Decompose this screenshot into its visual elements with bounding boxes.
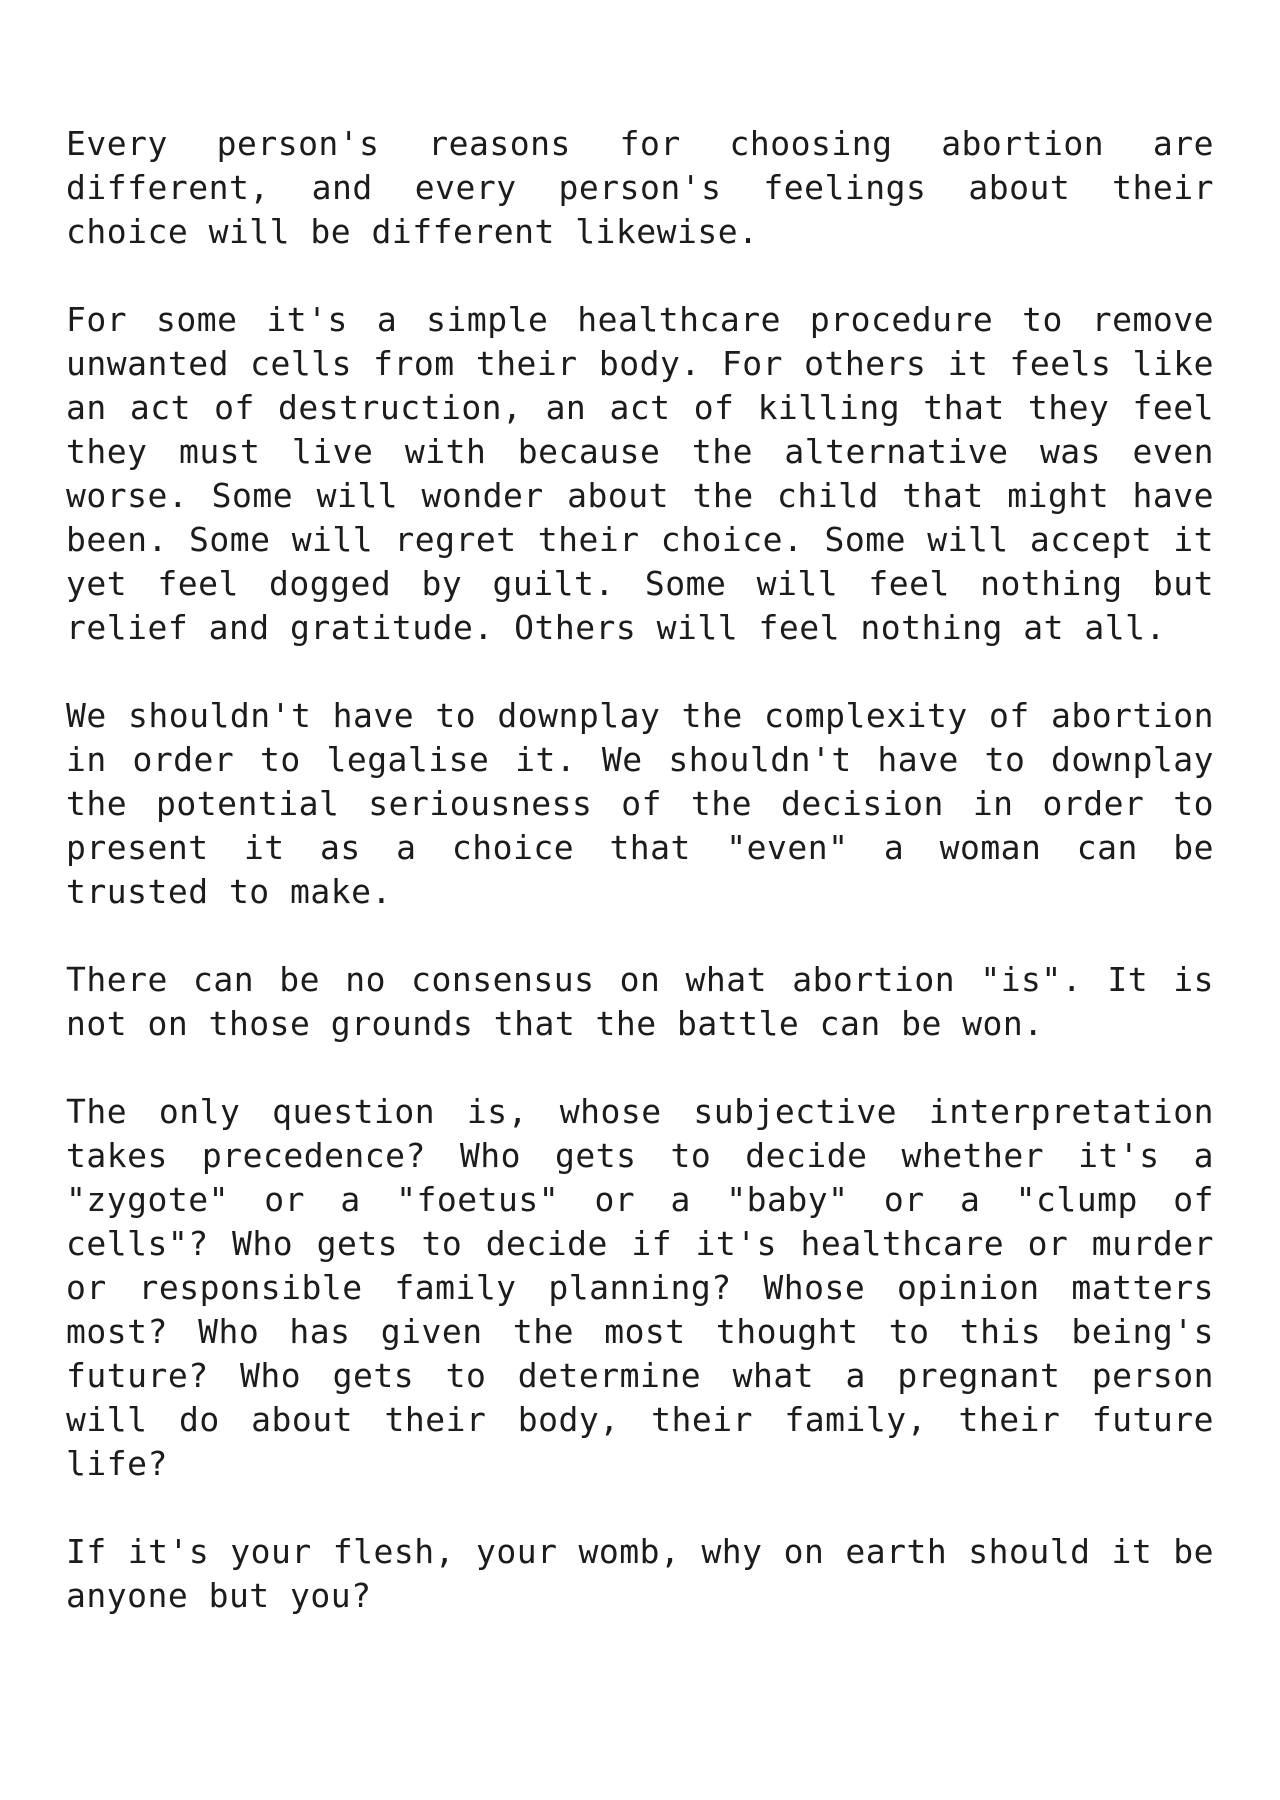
paragraph: If it's your flesh, your womb, why on earth should it be anyone but you? <box>66 1532 1214 1615</box>
paragraph: The only question is, whose subjective interpretation takes precedence? Who gets to decide whether it's a "zygote" or a "foetus" or a "baby" or a "clump of cells"? Who gets to decide if it's healthcare or murder or responsible family planning? Whose opinion matters most? Who has given the most thought to this being's future? Who gets to determine what a pregnant person will do about their body, their family, their future life? <box>66 1092 1214 1483</box>
paragraph: We shouldn't have to downplay the complexity of abortion in order to legalise it. We shouldn't have to downplay the potential seriousness of the decision in order to present it as a choice that "even" a woman can be trusted to make. <box>66 696 1214 911</box>
paragraph: There can be no consensus on what abortion "is". It is not on those grounds that the battle can be won. <box>66 960 1214 1043</box>
paragraph: Every person's reasons for choosing abortion are different, and every person's feelings about their choice will be different likewise. <box>66 124 1214 251</box>
document-body <box>66 122 1214 1618</box>
paragraph: For some it's a simple healthcare procedure to remove unwanted cells from their body. For others it feels like an act of destruction, an act of killing that they feel they must live with because the alternative was even worse. Some will wonder about the child that might have been. Some will regret their choice. Some will accept it yet feel dogged by guilt. Some will feel nothing but relief and gratitude. Others will feel nothing at all. <box>66 300 1214 647</box>
